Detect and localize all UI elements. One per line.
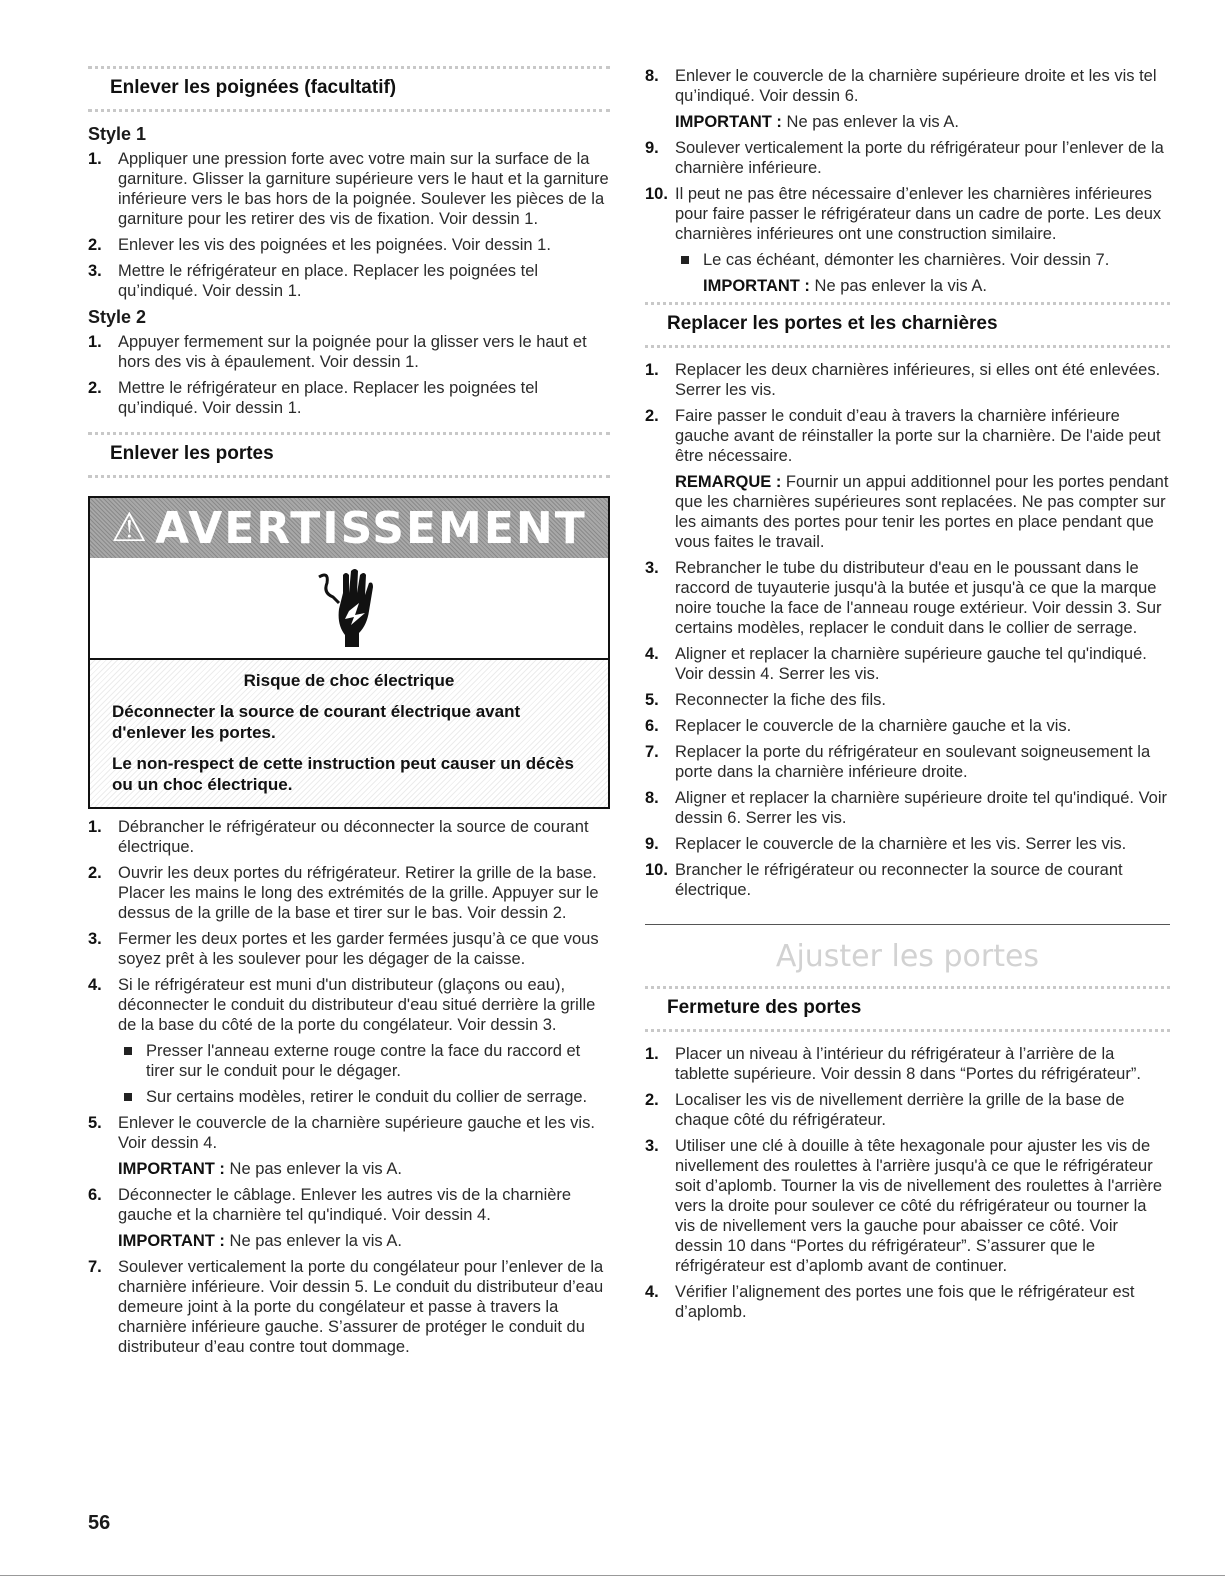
list-item xyxy=(88,975,610,1107)
list-item xyxy=(645,1044,1170,1084)
step-number: 8. xyxy=(645,789,659,807)
step-text: Enlever le couvercle de la charnière supérieure gauche et les vis. Voir dessin 4. xyxy=(118,1114,595,1152)
list-item xyxy=(88,1257,610,1357)
style1-heading: Style 1 xyxy=(88,124,147,144)
important-text: Ne pas enlever la vis A. xyxy=(781,113,959,131)
warning-box xyxy=(88,496,610,809)
step-number: 2. xyxy=(88,379,102,397)
step-text: Replacer les deux charnières inférieures, si elles ont été enlevées. Serrer les vis. xyxy=(675,361,1161,399)
step-number: 1. xyxy=(88,333,102,351)
important-text: Ne pas enlever la vis A. xyxy=(809,277,987,295)
important-note xyxy=(675,276,1170,296)
list-item xyxy=(645,834,1170,854)
step-text: Fermer les deux portes et les garder fermées jusqu’à ce que vous soyez prêt à les soulever pour les dégager de la caisse. xyxy=(118,930,599,968)
important-note xyxy=(118,1159,610,1179)
list-item xyxy=(88,332,610,372)
step-text: Enlever les vis des poignées et les poignées. Voir dessin 1. xyxy=(118,236,551,254)
bullet-list xyxy=(675,250,1170,270)
step-text: Si le réfrigérateur est muni d'un distributeur (glaçons ou eau), déconnecter le conduit du distributeur d'eau situé derrière la grille de la base du côté de la porte du congélateur. Voir dessin 3. xyxy=(118,976,596,1034)
list-item xyxy=(88,149,610,229)
section-heading-closing xyxy=(645,986,1170,1032)
section-heading-text: Enlever les poignées (facultatif) xyxy=(110,77,397,98)
section-heading-text: Enlever les portes xyxy=(110,443,274,464)
important-label: IMPORTANT : xyxy=(118,1232,225,1250)
step-text: Vérifier l’alignement des portes une fois que le réfrigérateur est d’aplomb. xyxy=(675,1283,1135,1321)
step-number: 6. xyxy=(645,717,659,735)
step-text: Placer un niveau à l’intérieur du réfrigérateur à l’arrière de la tablette supérieure. Voir dessin 8 dans “Portes du réfrigérateur”. xyxy=(675,1045,1141,1083)
step-text: Faire passer le conduit d’eau à travers la charnière inférieure gauche avant de réinstaller la porte sur la charnière. De l'aide peut être nécessaire. xyxy=(675,407,1161,465)
step-number: 1. xyxy=(645,1045,659,1063)
step-number: 5. xyxy=(88,1114,102,1132)
list-item xyxy=(88,1113,610,1179)
step-number: 8. xyxy=(645,67,659,85)
step-text: Mettre le réfrigérateur en place. Replacer les poignées tel qu’indiqué. Voir dessin 1. xyxy=(118,379,539,417)
list-item xyxy=(88,235,610,255)
important-note xyxy=(118,1231,610,1251)
list-item xyxy=(645,788,1170,828)
adjust-doors-title: Ajuster les portes xyxy=(645,924,1170,974)
step-text: Replacer le couvercle de la charnière gauche et la vis. xyxy=(675,717,1072,735)
list-item xyxy=(645,644,1170,684)
warning-header xyxy=(90,498,608,558)
step-text: Aligner et replacer la charnière supérieure gauche tel qu'indiqué. Voir dessin 4. Serrer les vis. xyxy=(675,645,1147,683)
bottom-divider xyxy=(0,1575,1225,1576)
list-item xyxy=(645,1136,1170,1276)
section-heading-replace xyxy=(645,302,1170,348)
bullet-item: Le cas échéant, démonter les charnières. Voir dessin 7. xyxy=(675,250,1170,270)
important-label: IMPORTANT : xyxy=(675,113,782,131)
remarque-text: Fournir un appui additionnel pour les portes pendant que les charnières supérieures sont replacées. Ne pas compter sur les aimants des portes pour tenir les portes en place pendant que vous faites le travail. xyxy=(675,473,1169,551)
step-number: 10. xyxy=(645,861,668,879)
step-number: 2. xyxy=(88,864,102,882)
step-text: Aligner et replacer la charnière supérieure droite tel qu'indiqué. Voir dessin 6. Serrer les vis. xyxy=(675,789,1168,827)
step-text: Reconnecter la fiche des fils. xyxy=(675,691,886,709)
list-item xyxy=(645,406,1170,552)
bullet-item: Sur certains modèles, retirer le conduit du collier de serrage. xyxy=(118,1087,610,1107)
list-item xyxy=(88,261,610,301)
step-text: Ouvrir les deux portes du réfrigérateur. Retirer la grille de la base. Placer les mains le long des extrémités de la grille. Appuyer sur le dessus de la grille de la base et tirer sur le bas. Voir dessin 2. xyxy=(118,864,599,922)
step-text: Appuyer fermement sur la poignée pour la glisser vers le haut et hors des vis à épaulement. Voir dessin 1. xyxy=(118,333,587,371)
step-text: Replacer la porte du réfrigérateur en soulevant soigneusement la porte dans la charnière inférieure droite. xyxy=(675,743,1151,781)
list-item xyxy=(645,360,1170,400)
important-note xyxy=(675,112,1170,132)
step-number: 1. xyxy=(88,818,102,836)
list-item xyxy=(645,138,1170,178)
step-text: Rebrancher le tube du distributeur d'eau en le poussant dans le raccord de tuyauterie jusqu'à la butée et jusqu'à ce que la marque noire touche la face de l'anneau rouge extérieur. Voir dessin 3. Sur certains modèles, replacer le conduit dans le collier de serrage. xyxy=(675,559,1162,637)
remove-doors-steps xyxy=(88,817,610,1357)
warning-triangle-icon: ⚠ xyxy=(111,505,150,551)
step-text: Il peut ne pas être nécessaire d’enlever les charnières inférieures pour faire passer le réfrigérateur dans un cadre de porte. Les deux charnières inférieures ont une construction similaire. xyxy=(675,185,1162,243)
style2-steps xyxy=(88,332,610,418)
step-text: Brancher le réfrigérateur ou reconnecter la source de courant électrique. xyxy=(675,861,1123,899)
list-item xyxy=(645,184,1170,296)
warning-consequence: Le non-respect de cette instruction peut causer un décès ou un choc électrique. xyxy=(112,754,574,794)
warning-instruction: Déconnecter la source de courant électrique avant d'enlever les portes. xyxy=(112,702,521,742)
important-text: Ne pas enlever la vis A. xyxy=(224,1160,402,1178)
step-text: Enlever le couvercle de la charnière supérieure droite et les vis tel qu’indiqué. Voir dessin 6. xyxy=(675,67,1157,105)
step-text: Appliquer une pression forte avec votre main sur la surface de la garniture. Glisser la garniture supérieure vers le haut et la garniture inférieure vers le bas hors de la poignée. Soulever les pièces de la garniture pour les retirer des vis de fixation. Voir dessin 1. xyxy=(118,150,609,228)
step-number: 10. xyxy=(645,185,668,203)
section-heading-text: Replacer les portes et les charnières xyxy=(667,313,998,334)
right-column xyxy=(645,66,1170,1328)
step-number: 4. xyxy=(88,976,102,994)
bullet-list xyxy=(118,1041,610,1107)
important-text: Ne pas enlever la vis A. xyxy=(224,1232,402,1250)
list-item xyxy=(88,1185,610,1251)
step-number: 7. xyxy=(645,743,659,761)
step-text: Utiliser une clé à douille à tête hexagonale pour ajuster les vis de nivellement des roulettes à l'arrière jusqu'à ce que le réfrigérateur soit d’aplomb. Tourner la vis de nivellement des roulettes à l'arrière vers la droite pour soulever ce côté du réfrigérateur ou tourner la vis de nivellement vers la gauche pour abaisser ce côté. Voir dessin 10 dans “Portes du réfrigérateur”. S’assurer que le réfrigérateur est d’aplomb avant de continuer. xyxy=(675,1137,1163,1275)
list-item xyxy=(88,817,610,857)
step-text: Localiser les vis de nivellement derrière la grille de la base de chaque côté du réfrigérateur. xyxy=(675,1091,1125,1129)
section-heading-handles xyxy=(88,66,610,112)
step-number: 4. xyxy=(645,1283,659,1301)
style1-steps xyxy=(88,149,610,301)
step-number: 3. xyxy=(88,262,102,280)
list-item xyxy=(645,690,1170,710)
step-text: Replacer le couvercle de la charnière et les vis. Serrer les vis. xyxy=(675,835,1127,853)
step-number: 2. xyxy=(645,407,659,425)
replace-steps xyxy=(645,360,1170,900)
list-item xyxy=(645,716,1170,736)
step-number: 5. xyxy=(645,691,659,709)
step-number: 6. xyxy=(88,1186,102,1204)
list-item xyxy=(645,742,1170,782)
warning-hazard: Risque de choc électrique xyxy=(243,671,455,690)
important-label: IMPORTANT : xyxy=(118,1160,225,1178)
step-number: 3. xyxy=(88,930,102,948)
page-number: 56 xyxy=(88,1512,111,1534)
warning-body xyxy=(90,660,608,807)
step-number: 1. xyxy=(88,150,102,168)
step-number: 9. xyxy=(645,139,659,157)
step-text: Mettre le réfrigérateur en place. Replacer les poignées tel qu’indiqué. Voir dessin 1. xyxy=(118,262,539,300)
list-item xyxy=(88,863,610,923)
step-number: 3. xyxy=(645,559,659,577)
step-number: 3. xyxy=(645,1137,659,1155)
step-number: 7. xyxy=(88,1258,102,1276)
step-number: 2. xyxy=(645,1091,659,1109)
list-item xyxy=(88,378,610,418)
list-item xyxy=(88,929,610,969)
list-item xyxy=(645,66,1170,132)
list-item xyxy=(645,860,1170,900)
section-heading-text: Fermeture des portes xyxy=(667,997,862,1018)
remarque-label: REMARQUE : xyxy=(675,473,782,491)
electric-shock-hand-icon xyxy=(309,563,389,653)
step-number: 2. xyxy=(88,236,102,254)
step-text: Déconnecter le câblage. Enlever les autres vis de la charnière gauche et la charnière tel qu'indiqué. Voir dessin 4. xyxy=(118,1186,572,1224)
section-heading-doors xyxy=(88,432,610,478)
list-item xyxy=(645,1090,1170,1130)
step-text: Débrancher le réfrigérateur ou déconnecter la source de courant électrique. xyxy=(118,818,589,856)
step-text: Soulever verticalement la porte du réfrigérateur pour l’enlever de la charnière inférieure. xyxy=(675,139,1164,177)
remarque-note xyxy=(675,472,1170,552)
step-number: 4. xyxy=(645,645,659,663)
style2-heading: Style 2 xyxy=(88,307,147,327)
important-label: IMPORTANT : xyxy=(703,277,810,295)
warning-graphic xyxy=(90,558,608,660)
step-number: 9. xyxy=(645,835,659,853)
bullet-item: Presser l'anneau externe rouge contre la face du raccord et tirer sur le conduit pour le dégager. xyxy=(118,1041,610,1081)
list-item xyxy=(645,558,1170,638)
list-item xyxy=(645,1282,1170,1322)
remove-doors-steps-continued xyxy=(645,66,1170,296)
closing-steps xyxy=(645,1044,1170,1322)
left-column xyxy=(88,66,610,1363)
step-number: 1. xyxy=(645,361,659,379)
warning-title: AVERTISSEMENT xyxy=(155,502,587,554)
step-text: Soulever verticalement la porte du congélateur pour l’enlever de la charnière inférieure. Voir dessin 5. Le conduit du distributeur d’eau demeure joint à la porte du congélateur et passe à travers la charnière inférieure gauche. S’assurer de protéger le conduit du distributeur d’eau contre tout dommage. xyxy=(118,1258,604,1356)
